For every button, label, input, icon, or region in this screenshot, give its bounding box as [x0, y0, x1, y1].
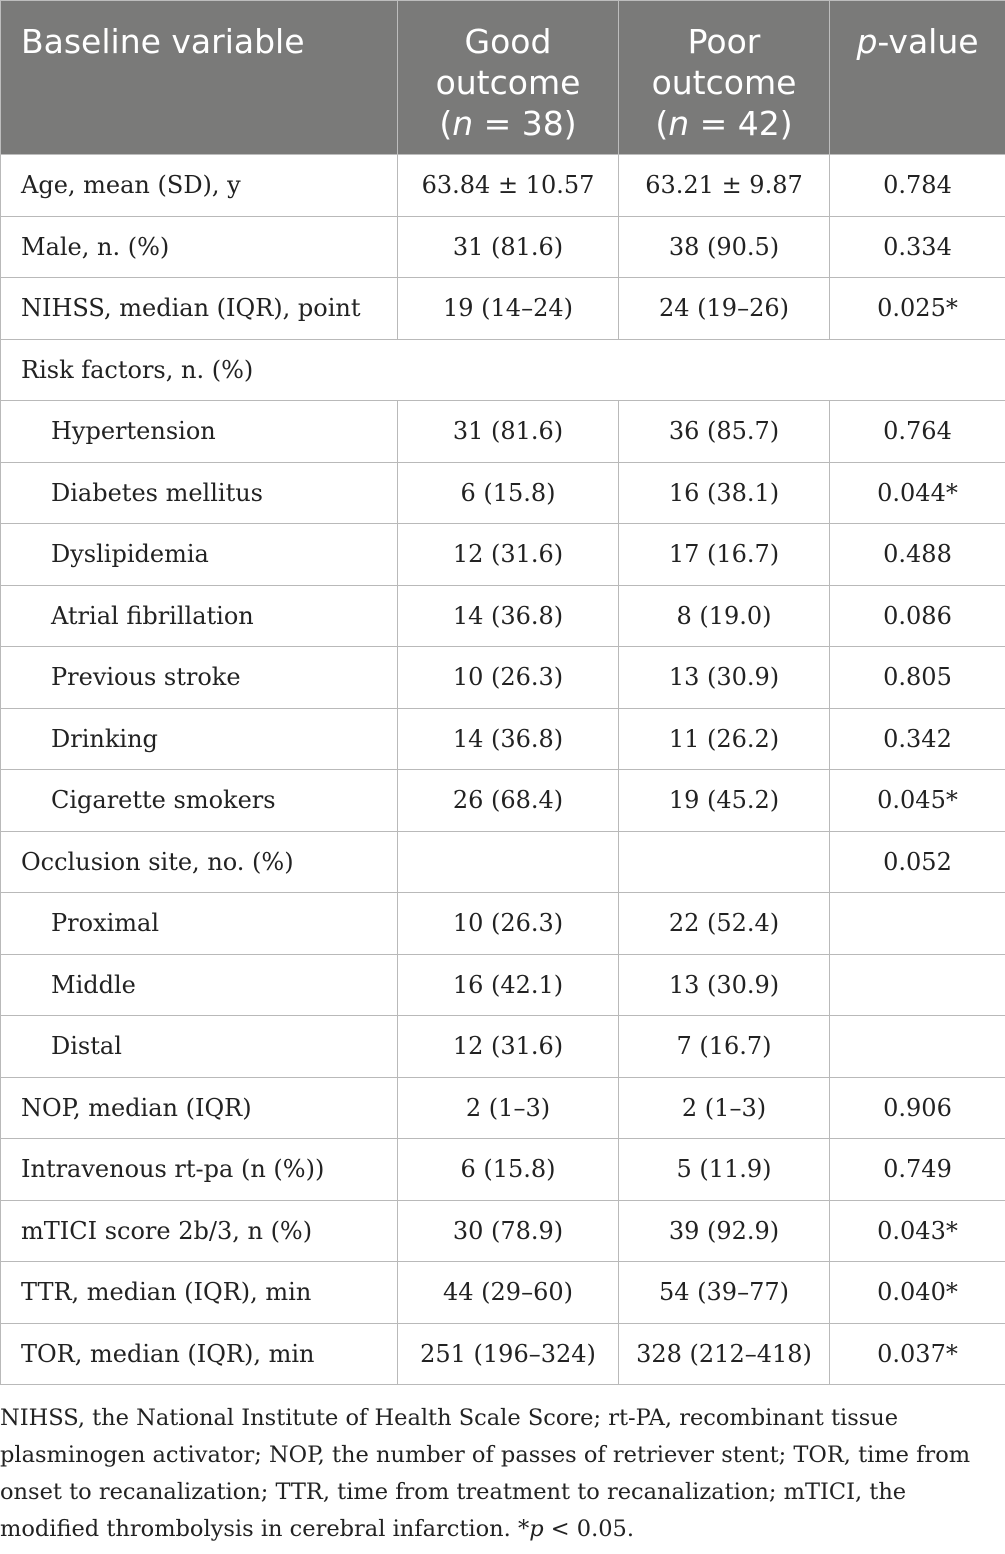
table-row — [1, 1262, 1005, 1324]
good-outcome-cell: 63.84 ± 10.57 — [398, 155, 619, 217]
header-p-rest: -value — [877, 22, 979, 61]
p-value-cell — [830, 893, 1005, 955]
good-outcome-cell: 12 (31.6) — [398, 1016, 619, 1078]
row-label: Intravenous rt-pa (n (%)) — [1, 1139, 398, 1201]
table-row — [1, 401, 1005, 463]
table-row — [1, 524, 1005, 586]
poor-outcome-cell: 16 (38.1) — [619, 462, 830, 524]
header-good-n-open: ( — [439, 104, 453, 143]
header-p-value — [830, 1, 1005, 155]
row-label: Age, mean (SD), y — [1, 155, 398, 217]
p-value-cell: 0.906 — [830, 1077, 1005, 1139]
poor-outcome-cell: 22 (52.4) — [619, 893, 830, 955]
p-value-cell: 0.342 — [830, 708, 1005, 770]
poor-outcome-cell: 2 (1–3) — [619, 1077, 830, 1139]
header-good-line2: outcome — [435, 63, 581, 102]
poor-outcome-cell: 38 (90.5) — [619, 216, 830, 278]
header-p-letter: p — [856, 22, 878, 61]
poor-outcome-cell: 11 (26.2) — [619, 708, 830, 770]
good-outcome-cell: 10 (26.3) — [398, 647, 619, 709]
poor-outcome-cell: 36 (85.7) — [619, 401, 830, 463]
row-label: Occlusion site, no. (%) — [1, 831, 398, 893]
good-outcome-cell: 30 (78.9) — [398, 1200, 619, 1262]
poor-outcome-cell: 5 (11.9) — [619, 1139, 830, 1201]
header-good-n-letter: n — [452, 104, 474, 143]
p-value-cell: 0.086 — [830, 585, 1005, 647]
p-value-cell: 0.488 — [830, 524, 1005, 586]
good-outcome-cell: 31 (81.6) — [398, 401, 619, 463]
poor-outcome-cell: 13 (30.9) — [619, 954, 830, 1016]
row-label: Middle — [1, 954, 398, 1016]
good-outcome-cell — [398, 831, 619, 893]
header-row — [1, 1, 1005, 155]
p-value-cell: 0.043* — [830, 1200, 1005, 1262]
table-row — [1, 770, 1005, 832]
table-footnote — [0, 1400, 1000, 1548]
p-value-cell: 0.040* — [830, 1262, 1005, 1324]
p-value-cell: 0.052 — [830, 831, 1005, 893]
table-row — [1, 278, 1005, 340]
good-outcome-cell: 2 (1–3) — [398, 1077, 619, 1139]
table-row — [1, 462, 1005, 524]
row-label: Proximal — [1, 893, 398, 955]
p-value-cell: 0.805 — [830, 647, 1005, 709]
p-value-cell: 0.334 — [830, 216, 1005, 278]
table-row — [1, 1139, 1005, 1201]
p-value-cell: 0.784 — [830, 155, 1005, 217]
poor-outcome-cell: 328 (212–418) — [619, 1323, 830, 1385]
row-label: Cigarette smokers — [1, 770, 398, 832]
poor-outcome-cell: 54 (39–77) — [619, 1262, 830, 1324]
table-row — [1, 647, 1005, 709]
good-outcome-cell: 19 (14–24) — [398, 278, 619, 340]
row-label: Male, n. (%) — [1, 216, 398, 278]
poor-outcome-cell: 17 (16.7) — [619, 524, 830, 586]
row-label: Hypertension — [1, 401, 398, 463]
table-row — [1, 1077, 1005, 1139]
good-outcome-cell: 10 (26.3) — [398, 893, 619, 955]
row-label: TOR, median (IQR), min — [1, 1323, 398, 1385]
header-good-line1: Good — [464, 22, 552, 61]
p-value-cell: 0.749 — [830, 1139, 1005, 1201]
table-row — [1, 585, 1005, 647]
table-body — [1, 155, 1005, 1385]
row-label: Dyslipidemia — [1, 524, 398, 586]
table-row — [1, 1200, 1005, 1262]
p-value-cell: 0.764 — [830, 401, 1005, 463]
header-poor-n-open: ( — [655, 104, 669, 143]
p-value-cell: 0.037* — [830, 1323, 1005, 1385]
poor-outcome-cell: 24 (19–26) — [619, 278, 830, 340]
table-row — [1, 893, 1005, 955]
row-label: TTR, median (IQR), min — [1, 1262, 398, 1324]
poor-outcome-cell: 39 (92.9) — [619, 1200, 830, 1262]
footnote-text: NIHSS, the National Institute of Health Scale Score; rt-PA, recombinant tissue plasminogen activator; NOP, the number of passes of retriever stent; TOR, time from onset to recanalization; TTR, time from treatment to recanalization; mTICI, the modified thrombolysis in cerebral infarction. * — [0, 1405, 971, 1542]
poor-outcome-cell: 19 (45.2) — [619, 770, 830, 832]
row-label: Drinking — [1, 708, 398, 770]
row-label: NOP, median (IQR) — [1, 1077, 398, 1139]
good-outcome-cell: 31 (81.6) — [398, 216, 619, 278]
p-value-cell — [830, 1016, 1005, 1078]
good-outcome-cell: 251 (196–324) — [398, 1323, 619, 1385]
footnote-p-letter: p — [529, 1516, 544, 1542]
header-good-n-value: = 38) — [473, 104, 577, 143]
poor-outcome-cell: 13 (30.9) — [619, 647, 830, 709]
p-value-cell — [830, 954, 1005, 1016]
table-row — [1, 708, 1005, 770]
p-value-cell: 0.045* — [830, 770, 1005, 832]
header-poor-line1: Poor — [687, 22, 761, 61]
poor-outcome-cell — [619, 831, 830, 893]
table-row — [1, 1323, 1005, 1385]
table-row — [1, 155, 1005, 217]
good-outcome-cell: 16 (42.1) — [398, 954, 619, 1016]
row-label: mTICI score 2b/3, n (%) — [1, 1200, 398, 1262]
good-outcome-cell: 26 (68.4) — [398, 770, 619, 832]
row-label: Distal — [1, 1016, 398, 1078]
header-poor-n-value: = 42) — [689, 104, 793, 143]
poor-outcome-cell: 63.21 ± 9.87 — [619, 155, 830, 217]
p-value-cell: 0.025* — [830, 278, 1005, 340]
good-outcome-cell: 14 (36.8) — [398, 708, 619, 770]
row-label: Diabetes mellitus — [1, 462, 398, 524]
poor-outcome-cell: 7 (16.7) — [619, 1016, 830, 1078]
footnote-tail: < 0.05. — [543, 1516, 635, 1542]
p-value-cell: 0.044* — [830, 462, 1005, 524]
good-outcome-cell: 12 (31.6) — [398, 524, 619, 586]
poor-outcome-cell: 8 (19.0) — [619, 585, 830, 647]
header-poor-line2: outcome — [651, 63, 797, 102]
table-row-section — [1, 339, 1005, 401]
row-label: NIHSS, median (IQR), point — [1, 278, 398, 340]
table-row — [1, 954, 1005, 1016]
row-label: Previous stroke — [1, 647, 398, 709]
header-poor-n-letter: n — [668, 104, 690, 143]
good-outcome-cell: 14 (36.8) — [398, 585, 619, 647]
table-header — [1, 1, 1005, 155]
header-good-outcome — [398, 1, 619, 155]
good-outcome-cell: 6 (15.8) — [398, 1139, 619, 1201]
good-outcome-cell: 6 (15.8) — [398, 462, 619, 524]
header-poor-outcome — [619, 1, 830, 155]
table-row — [1, 1016, 1005, 1078]
row-label: Atrial fibrillation — [1, 585, 398, 647]
header-baseline-variable: Baseline variable — [1, 1, 398, 155]
section-label-risk-factors: Risk factors, n. (%) — [1, 339, 1005, 401]
table-row — [1, 831, 1005, 893]
table-row — [1, 216, 1005, 278]
good-outcome-cell: 44 (29–60) — [398, 1262, 619, 1324]
